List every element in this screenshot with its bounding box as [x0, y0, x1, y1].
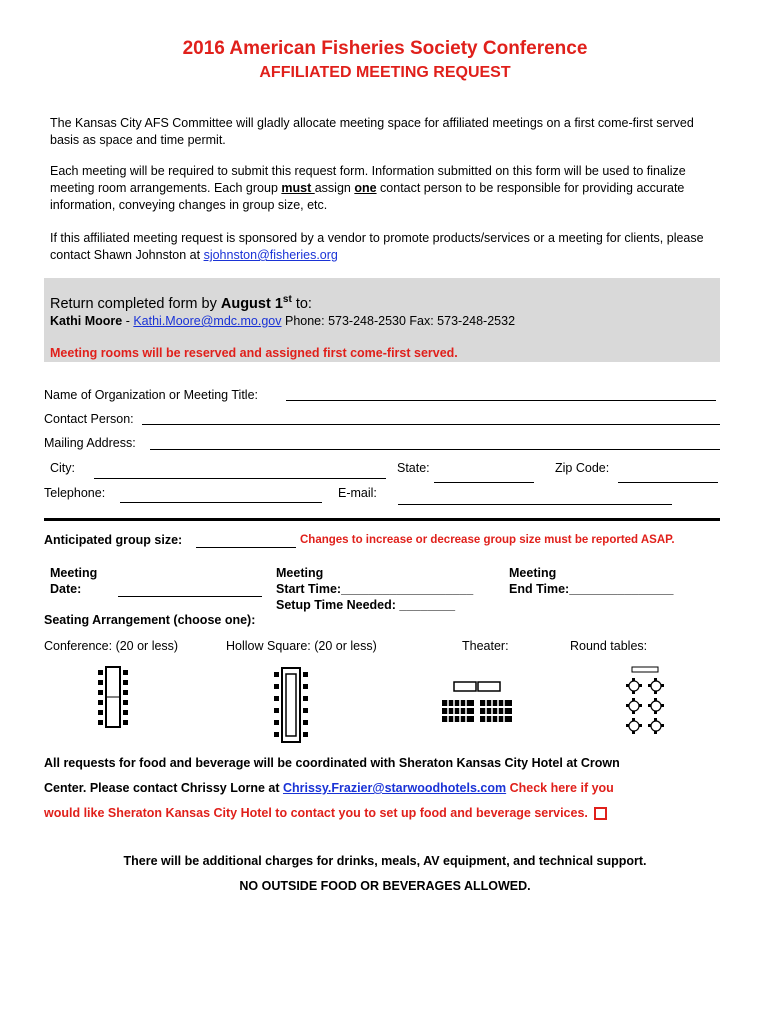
food-line-3: would like Sheraton Kansas City Hotel to contact you to set up food and beverage services. [44, 806, 607, 820]
catering-contact-checkbox[interactable] [594, 807, 607, 820]
seating-option-theater[interactable]: Theater: [462, 639, 509, 653]
zip-field[interactable] [618, 482, 718, 483]
intro-paragraph-3: If this affiliated meeting request is sponsored by a vendor to promote products/services or a meeting for clients, please contact Shawn Johnston at sjohnston@fisheries.org [50, 231, 704, 262]
city-label: City: [50, 461, 75, 475]
meeting-date-label: Meeting Date: [50, 566, 98, 596]
meeting-date-field[interactable] [118, 596, 262, 597]
state-field[interactable] [434, 482, 534, 483]
meeting-end-label: Meeting End Time:_______________ [509, 566, 674, 596]
group-size-field[interactable] [196, 547, 296, 548]
no-outside-food-notice: NO OUTSIDE FOOD OR BEVERAGES ALLOWED. [239, 879, 531, 893]
hollow-square-layout-icon [273, 664, 309, 746]
telephone-field[interactable] [120, 502, 322, 503]
sponsor-email-link[interactable]: sjohnston@fisheries.org [203, 248, 338, 262]
round-tables-layout-icon [622, 666, 668, 736]
reservation-notice: Meeting rooms will be reserved and assigned first come-first served. [50, 346, 458, 360]
group-size-label: Anticipated group size: [44, 533, 183, 547]
seating-option-hollow-square[interactable]: Hollow Square: (20 or less) [226, 639, 377, 653]
mailing-field[interactable] [150, 449, 720, 450]
page-subtitle: AFFILIATED MEETING REQUEST [259, 64, 511, 81]
city-field[interactable] [94, 478, 386, 479]
org-label: Name of Organization or Meeting Title: [44, 388, 258, 402]
state-label: State: [397, 461, 430, 475]
return-deadline: Return completed form by August 1st to: [50, 294, 312, 312]
seating-option-conference[interactable]: Conference: (20 or less) [44, 639, 179, 653]
intro-paragraph-1: The Kansas City AFS Committee will gladly allocate meeting space for affiliated meetings on a first come-first served basis as space and time permit. [50, 116, 694, 147]
page-title: 2016 American Fisheries Society Conference [182, 38, 588, 59]
return-contact: Kathi Moore - Kathi.Moore@mdc.mo.gov Phone: 573-248-2530 Fax: 573-248-2532 [50, 314, 516, 328]
intro-paragraph-2: Each meeting will be required to submit this request form. Information submitted on this form will be used to finalize meeting room arrangements. Each group must assign one contact person to be responsible for providing accurate information, conveying changes in group size, etc. [50, 164, 686, 212]
contact-label: Contact Person: [44, 412, 134, 426]
setup-time-field[interactable]: Setup Time Needed: ________ [276, 598, 456, 612]
start-time-field[interactable]: ___________________ [341, 582, 474, 596]
food-line-1: All requests for food and beverage will be coordinated with Sheraton Kansas City Hotel at Crown [44, 756, 620, 770]
contact-email-link[interactable]: Kathi.Moore@mdc.mo.gov [133, 314, 282, 328]
email-field[interactable] [398, 504, 672, 505]
group-size-note: Changes to increase or decrease group size must be reported ASAP. [300, 534, 675, 546]
conference-layout-icon [96, 664, 130, 730]
email-label: E-mail: [338, 486, 377, 500]
theater-layout-icon [440, 678, 516, 726]
catering-email-link[interactable]: Chrissy.Frazier@starwoodhotels.com [282, 781, 507, 795]
section-divider [44, 518, 720, 521]
org-field[interactable] [286, 400, 716, 401]
charges-notice: There will be additional charges for drinks, meals, AV equipment, and technical support. [123, 854, 647, 868]
end-time-field[interactable]: _______________ [569, 582, 674, 596]
telephone-label: Telephone: [44, 486, 106, 500]
seating-label: Seating Arrangement (choose one): [44, 613, 256, 627]
contact-field[interactable] [142, 424, 720, 425]
seating-option-round-tables[interactable]: Round tables: [570, 639, 648, 653]
food-line-2: Center. Please contact Chrissy Lorne at Chrissy.Frazier@starwoodhotels.com Check here if you [44, 781, 614, 795]
zip-label: Zip Code: [555, 461, 610, 475]
meeting-start-label: Meeting Start Time:___________________ Setup Time Needed: ________ [276, 566, 474, 612]
mailing-label: Mailing Address: [44, 436, 136, 450]
